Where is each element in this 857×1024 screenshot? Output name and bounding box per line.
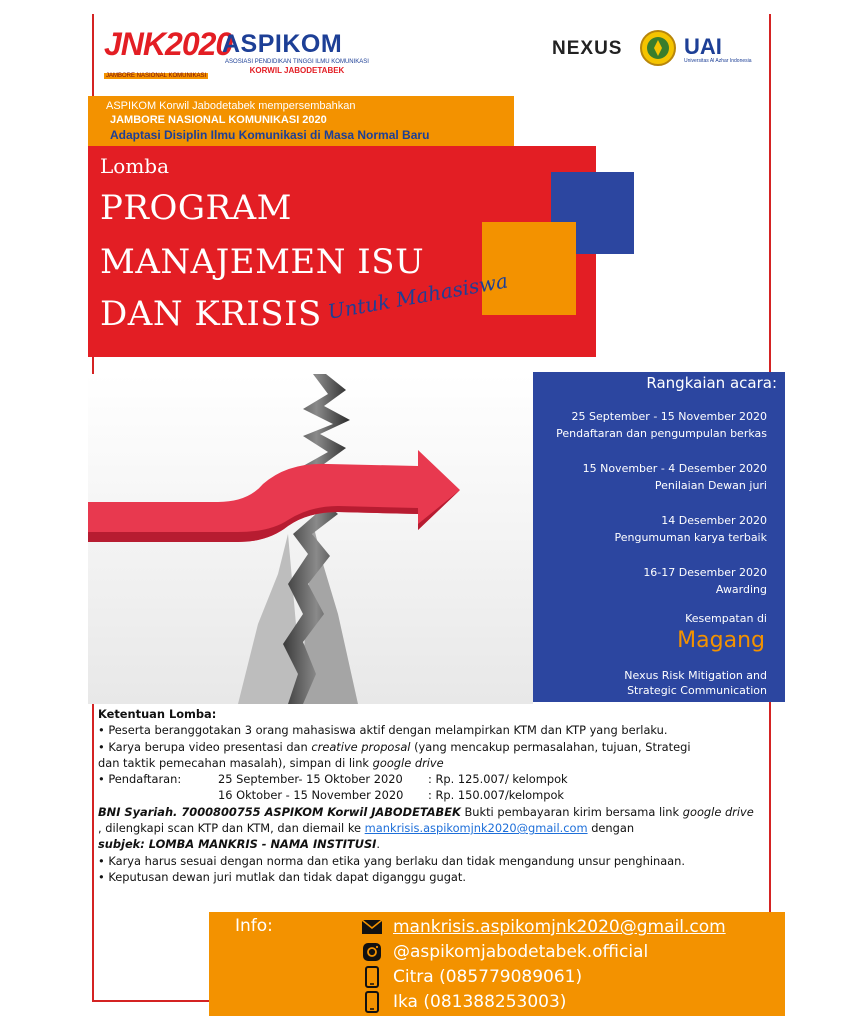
title-line-3: DAN KRISIS bbox=[100, 294, 322, 334]
registration-spacer bbox=[98, 787, 218, 803]
registration-fee: : Rp. 150.007/kelompok bbox=[428, 788, 565, 803]
registration-fee: : Rp. 125.007/ kelompok bbox=[428, 772, 568, 787]
event-date: 16-17 Desember 2020 bbox=[643, 566, 767, 579]
rules-heading: Ketentuan Lomba: bbox=[98, 707, 217, 721]
header-event-name: JAMBORE NASIONAL KOMUNIKASI 2020 bbox=[110, 114, 327, 126]
header-presenter: ASPIKOM Korwil Jabodetabek mempersembahkan bbox=[106, 100, 356, 112]
info-instagram-row[interactable] bbox=[361, 941, 648, 963]
schedule-panel bbox=[533, 372, 785, 702]
rule-submission bbox=[98, 739, 768, 755]
nexus-line-2: Strategic Communication bbox=[627, 684, 767, 697]
event-desc: Penilaian Dewan juri bbox=[654, 479, 767, 492]
uai-logo: UAI bbox=[684, 34, 722, 59]
rule-submission-cont bbox=[98, 755, 768, 771]
frame-line-bottom bbox=[92, 1000, 212, 1002]
event-date: 15 November - 4 Desember 2020 bbox=[582, 462, 767, 475]
schedule-event bbox=[643, 564, 767, 598]
title-line-2: MANAJEMEN ISU bbox=[100, 242, 425, 282]
bank-account: BNI Syariah. 7000800755 ASPIKOM Korwil JABODETABEK bbox=[98, 804, 461, 819]
event-date: 14 Desember 2020 bbox=[661, 514, 767, 527]
jnk-logo-text: JNK2020 bbox=[104, 26, 233, 62]
for-students-script: Untuk Mahasiswa bbox=[325, 268, 510, 324]
schedule-event bbox=[583, 460, 767, 494]
aspikom-tagline: ASOSIASI PENDIDIKAN TINGGI ILMU KOMUNIKASI bbox=[225, 59, 369, 65]
rule-text-italic: google drive bbox=[372, 755, 444, 770]
registration-dates: 25 September- 15 Oktober 2020 bbox=[218, 772, 403, 787]
event-date: 25 September - 15 November 2020 bbox=[571, 410, 767, 423]
info-label: Info: bbox=[235, 916, 273, 936]
schedule-heading: Rangkaian acara: bbox=[646, 374, 777, 392]
info-email-row[interactable] bbox=[361, 916, 726, 938]
info-phone-row[interactable] bbox=[361, 991, 566, 1013]
schedule-event bbox=[615, 512, 768, 546]
frame-line-right-lower bbox=[769, 700, 771, 915]
rule-text: , dilengkapi scan KTP dan KTM, dan diemail ke bbox=[98, 821, 365, 836]
header-theme: Adaptasi Disiplin Ilmu Komunikasi di Masa Normal Baru bbox=[110, 128, 430, 142]
rule-text-italic: google drive bbox=[682, 804, 754, 819]
info-instagram[interactable]: @aspikomjabodetabek.official bbox=[393, 942, 649, 962]
title-line-1: PROGRAM bbox=[100, 188, 292, 228]
rule-subject: subjek: LOMBA MANKRIS - NAMA INSTITUSI. bbox=[98, 837, 381, 852]
nexus-company bbox=[624, 668, 767, 698]
registration-dates: 16 Oktober - 15 November 2020 bbox=[218, 788, 404, 803]
info-phone-ika[interactable]: Ika (081388253003) bbox=[393, 992, 567, 1012]
info-email[interactable]: mankrisis.aspikomjnk2020@gmail.com bbox=[393, 917, 726, 937]
rule-final-decision: • Keputusan dewan juri mutlak dan tidak dapat diganggu gugat. bbox=[98, 869, 466, 884]
jnk-logo bbox=[104, 26, 233, 79]
phone-icon bbox=[361, 966, 383, 988]
aspikom-korwil: KORWIL JABODETABEK bbox=[249, 66, 345, 75]
event-desc: Pendaftaran dan pengumpulan berkas bbox=[556, 427, 767, 440]
frame-line-right bbox=[769, 14, 771, 374]
phone-icon bbox=[361, 991, 383, 1013]
registration-label: • Pendaftaran: bbox=[98, 772, 182, 787]
info-phone-row[interactable] bbox=[361, 966, 582, 988]
decor-square-orange bbox=[482, 222, 576, 315]
schedule-event bbox=[556, 408, 767, 442]
nexus-line-1: Nexus Risk Mitigation and bbox=[624, 669, 767, 682]
rule-text: Bukti pembayaran kirim bersama link bbox=[460, 804, 683, 819]
competition-rules bbox=[98, 706, 768, 885]
nexus-logo: NEXUS bbox=[552, 38, 623, 59]
rule-text: dengan bbox=[587, 821, 635, 836]
rule-ethics: • Karya harus sesuai dengan norma dan etika yang berlaku dan tidak mengandung unsur penghinaan. bbox=[98, 853, 686, 868]
rule-text: dan taktik pemecahan masalah), simpan di link bbox=[98, 755, 373, 770]
rule-participants: • Peserta beranggotakan 3 orang mahasiswa aktif dengan melampirkan KTM dan KTP yang berlaku. bbox=[98, 723, 668, 738]
university-seal-icon bbox=[640, 30, 676, 66]
registration-row bbox=[98, 787, 768, 803]
envelope-icon bbox=[361, 916, 383, 938]
internship-label: Magang bbox=[677, 628, 765, 653]
rule-payment bbox=[98, 804, 768, 820]
info-panel bbox=[209, 912, 785, 1016]
event-desc: Pengumuman karya terbaik bbox=[614, 531, 767, 544]
instagram-icon bbox=[361, 941, 383, 963]
aspikom-logo-text: ASPIKOM bbox=[222, 30, 343, 58]
email-subject: subjek: LOMBA MANKRIS - NAMA INSTITUSI bbox=[98, 837, 377, 852]
event-desc: Awarding bbox=[715, 583, 767, 596]
uai-logo-subtitle: Universitas Al Azhar Indonesia bbox=[684, 58, 752, 64]
lomba-label: Lomba bbox=[100, 154, 170, 178]
info-phone-citra[interactable]: Citra (085779089061) bbox=[393, 967, 583, 987]
rule-text-italic: creative proposal bbox=[311, 739, 411, 754]
crack-arrow-illustration bbox=[88, 374, 533, 704]
jnk-logo-subtitle: JAMBORE NASIONAL KOMUNIKASI bbox=[106, 73, 207, 79]
rule-payment-cont bbox=[98, 820, 768, 836]
submission-email-link[interactable]: mankrisis.aspikomjnk2020@gmail.com bbox=[364, 821, 588, 836]
rule-text: (yang mencakup permasalahan, tujuan, Strategi bbox=[410, 739, 691, 754]
registration-row bbox=[98, 771, 768, 787]
aspikom-logo bbox=[222, 30, 372, 76]
opportunity-label: Kesempatan di bbox=[685, 612, 767, 625]
rule-text: • Karya berupa video presentasi dan bbox=[98, 739, 312, 754]
